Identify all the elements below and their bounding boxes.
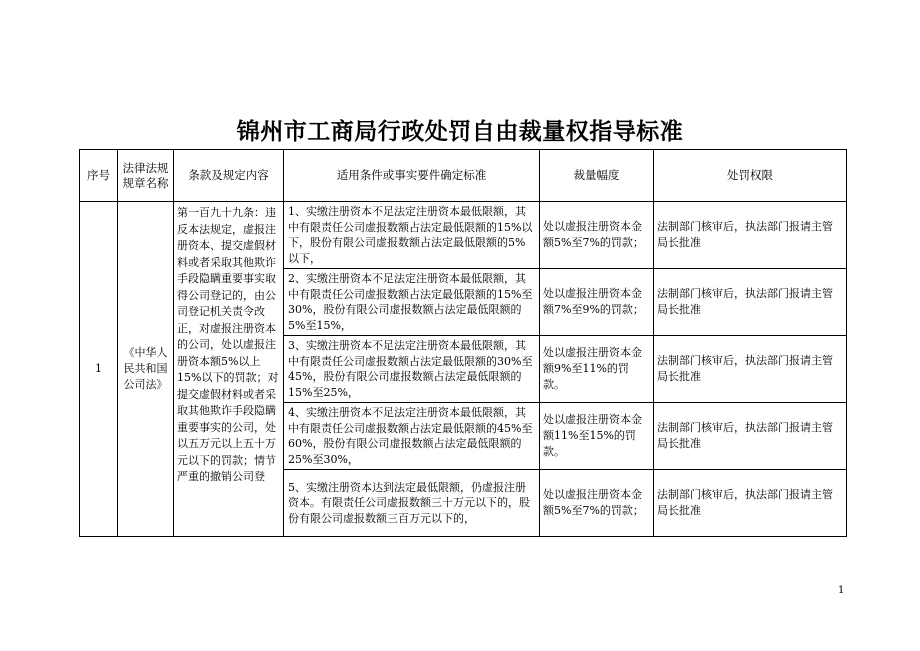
cell-range: 处以虚报注册资本金额11%至15%的罚款。	[540, 403, 654, 470]
header-law: 法律法规规章名称	[118, 150, 174, 202]
cell-condition: 3、实缴注册资本不足法定注册资本最低限额，其中有限责任公司虚报数额占法定最低限额的30%至45%，股份有限公司虚报数额占法定最低限额的15%至25%，	[284, 336, 540, 403]
document-title: 锦州市工商局行政处罚自由裁量权指导标准	[236, 119, 684, 145]
cell-range: 处以虚报注册资本金额5%至7%的罚款；	[540, 470, 654, 537]
cell-condition: 5、实缴注册资本达到法定最低限额，仍虚报注册资本。有限责任公司虚报数额三十万元以下的，股份有限公司虚报数额三百万元以下的，	[284, 470, 540, 537]
penalty-standard-table	[79, 149, 847, 537]
header-range: 裁量幅度	[540, 150, 654, 202]
cell-condition: 1、实缴注册资本不足法定注册资本最低限额，其中有限责任公司虚报数额占法定最低限额的15%以下，股份有限公司虚报数额占法定最低限额的5%以下，	[284, 202, 540, 269]
page-number: 1	[838, 585, 845, 596]
table-row	[80, 202, 847, 269]
cell-authority: 法制部门核审后，执法部门报请主管局长批准	[654, 202, 847, 269]
cell-condition: 2、实缴注册资本不足法定注册资本最低限额，其中有限责任公司虚报数额占法定最低限额的15%至30%，股份有限公司虚报数额占法定最低限额的5%至15%，	[284, 269, 540, 336]
cell-clause: 第一百九十九条：违反本法规定，虚报注册资本、提交虚假材料或者采取其他欺诈手段隐瞒重要事实取得公司登记的，由公司登记机关责令改正，对虚报注册资本的公司，处以虚报注册资本额5%以上15%以下的罚款；对提交虚假材料或者采取其他欺诈手段隐瞒重要事实的公司，处以五万元以上五十万元以下的罚款；情节严重的撤销公司登	[174, 202, 284, 537]
header-authority: 处罚权限	[654, 150, 847, 202]
header-condition: 适用条件或事实要件确定标准	[284, 150, 540, 202]
cell-authority: 法制部门核审后，执法部门报请主管局长批准	[654, 336, 847, 403]
cell-authority: 法制部门核审后，执法部门报请主管局长批准	[654, 470, 847, 537]
cell-condition: 4、实缴注册资本不足法定注册资本最低限额，其中有限责任公司虚报数额占法定最低限额的45%至60%，股份有限公司虚报数额占法定最低限额的25%至30%，	[284, 403, 540, 470]
cell-law: 《中华人民共和国公司法》	[118, 202, 174, 537]
cell-range: 处以虚报注册资本金额5%至7%的罚款；	[540, 202, 654, 269]
header-seq: 序号	[80, 150, 118, 202]
cell-range: 处以虚报注册资本金额9%至11%的罚款。	[540, 336, 654, 403]
cell-authority: 法制部门核审后，执法部门报请主管局长批准	[654, 403, 847, 470]
table-header-row	[80, 150, 847, 202]
cell-range: 处以虚报注册资本金额7%至9%的罚款；	[540, 269, 654, 336]
cell-seq: 1	[80, 202, 118, 537]
cell-authority: 法制部门核审后，执法部门报请主管局长批准	[654, 269, 847, 336]
header-clause: 条款及规定内容	[174, 150, 284, 202]
